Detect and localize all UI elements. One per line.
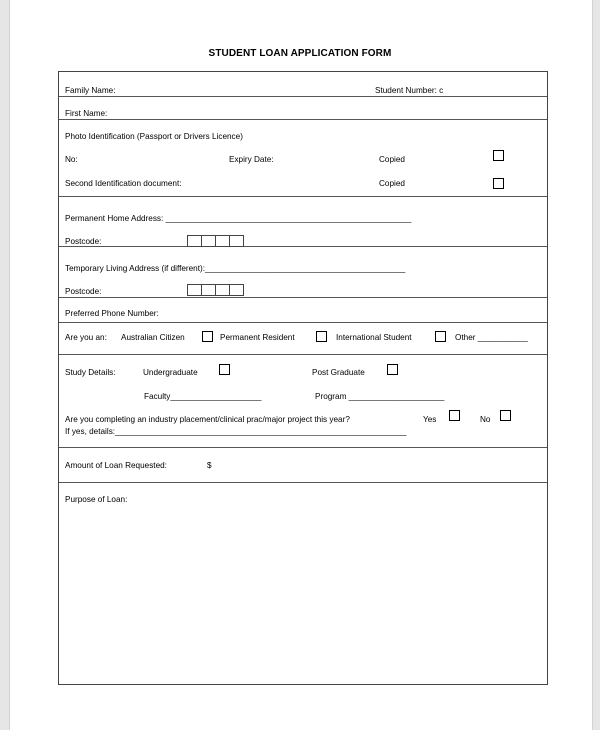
- family-name-label: Family Name:: [65, 86, 116, 95]
- row-divider: [59, 447, 547, 448]
- placement-question: Are you completing an industry placement/clinical prac/major project this year?: [65, 415, 350, 424]
- row-divider: [59, 297, 547, 298]
- row-divider: [59, 354, 547, 355]
- permanent-resident-label: Permanent Resident: [220, 333, 295, 342]
- second-id-label: Second Identification document:: [65, 179, 182, 188]
- postcode-label: Postcode:: [65, 237, 102, 246]
- preferred-phone-label: Preferred Phone Number:: [65, 309, 159, 318]
- if-yes-details-field[interactable]: If yes, details:________________________________________________________________: [65, 427, 407, 436]
- temporary-address-field[interactable]: Temporary Living Address (if different):____________________________________________: [65, 264, 406, 273]
- no-label: No: [480, 415, 491, 424]
- second-id-copied-checkbox[interactable]: [493, 178, 504, 189]
- copied-label: Copied: [379, 179, 405, 188]
- amount-requested-label: Amount of Loan Requested:: [65, 461, 167, 470]
- id-number-label: No:: [65, 155, 78, 164]
- photo-id-label: Photo Identification (Passport or Drivers Licence): [65, 132, 243, 141]
- row-divider: [59, 119, 547, 120]
- other-field[interactable]: Other ___________: [455, 333, 528, 342]
- student-number-label: Student Number: c: [375, 86, 444, 95]
- purpose-label: Purpose of Loan:: [65, 495, 128, 504]
- postcode-label: Postcode:: [65, 287, 102, 296]
- expiry-date-label: Expiry Date:: [229, 155, 274, 164]
- loan-application-form: [58, 71, 548, 685]
- row-divider: [59, 96, 547, 97]
- permanent-resident-checkbox[interactable]: [316, 331, 327, 342]
- row-divider: [59, 196, 547, 197]
- post-graduate-checkbox[interactable]: [387, 364, 398, 375]
- post-graduate-label: Post Graduate: [312, 368, 365, 377]
- first-name-label: First Name:: [65, 109, 108, 118]
- placement-no-checkbox[interactable]: [500, 410, 511, 421]
- copied-label: Copied: [379, 155, 405, 164]
- row-divider: [59, 246, 547, 247]
- faculty-field[interactable]: Faculty____________________: [144, 392, 262, 401]
- form-title: STUDENT LOAN APPLICATION FORM: [208, 48, 392, 59]
- yes-label: Yes: [423, 415, 437, 424]
- temporary-postcode-input[interactable]: [187, 284, 243, 296]
- permanent-postcode-input[interactable]: [187, 235, 243, 247]
- permanent-address-field[interactable]: Permanent Home Address: ______________________________________________________: [65, 214, 412, 223]
- australian-citizen-checkbox[interactable]: [202, 331, 213, 342]
- undergraduate-checkbox[interactable]: [219, 364, 230, 375]
- row-divider: [59, 482, 547, 483]
- international-student-label: International Student: [336, 333, 412, 342]
- study-details-label: Study Details:: [65, 368, 116, 377]
- placement-yes-checkbox[interactable]: [449, 410, 460, 421]
- program-field[interactable]: Program _____________________: [315, 392, 445, 401]
- photo-id-copied-checkbox[interactable]: [493, 150, 504, 161]
- dollar-sign: $: [207, 461, 212, 470]
- international-student-checkbox[interactable]: [435, 331, 446, 342]
- undergraduate-label: Undergraduate: [143, 368, 198, 377]
- australian-citizen-label: Australian Citizen: [121, 333, 185, 342]
- row-divider: [59, 322, 547, 323]
- are-you-label: Are you an:: [65, 333, 107, 342]
